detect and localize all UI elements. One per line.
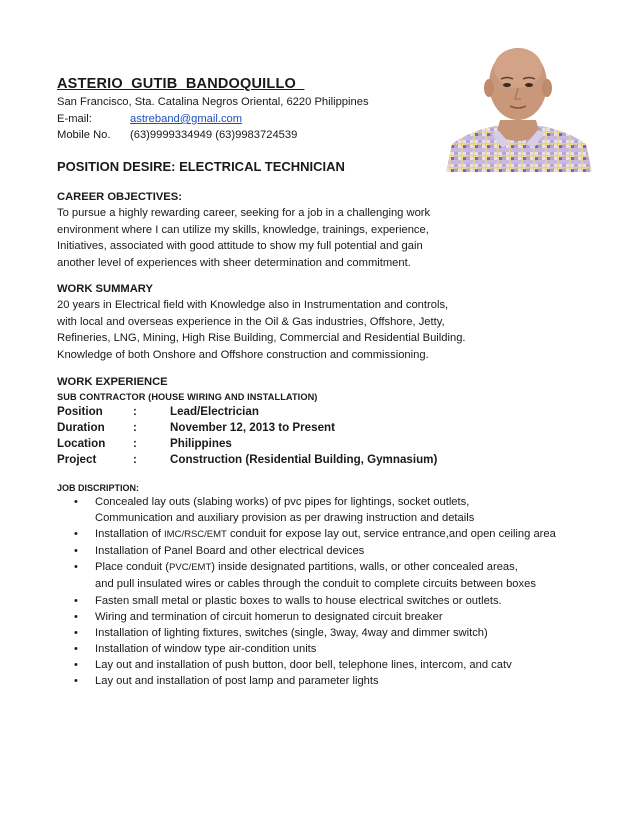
bullet-icon: • (74, 561, 78, 574)
address-line: San Francisco, Sta. Catalina Negros Oriental, 6220 Philippines (57, 96, 369, 108)
list-item (57, 625, 617, 641)
row-key: Project (57, 453, 97, 466)
row-key: Location (57, 437, 106, 450)
row-key: Duration (57, 421, 105, 434)
duty-text: Lay out and installation of post lamp and parameter lights (95, 675, 379, 688)
duration-row (57, 421, 335, 434)
row-separator: : (133, 453, 137, 466)
profile-photo (442, 40, 594, 172)
row-value: November 12, 2013 to Present (170, 421, 335, 434)
project-row (57, 453, 437, 466)
duty-text: Lay out and installation of push button, door bell, telephone lines, intercom, and catv (95, 658, 512, 671)
list-item (57, 609, 617, 625)
job-description-heading: JOB DISCRIPTION: (57, 483, 140, 493)
bullet-icon: • (74, 658, 78, 671)
conduit-types: PVC/EMT (169, 562, 212, 574)
duty-text: Fasten small metal or plastic boxes to walls to house electrical switches or outlets. (95, 594, 502, 607)
career-objectives-text (57, 205, 597, 271)
duty-text-continued: and pull insulated wires or cables through the conduit to complete circuits between boxes (95, 578, 536, 591)
work-summary-heading: WORK SUMMARY (57, 283, 153, 295)
applicant-name: ASTERIO GUTIB BANDOQUILLO (57, 76, 305, 92)
email-line (57, 113, 242, 125)
row-key: Position (57, 405, 103, 418)
list-item (57, 543, 617, 559)
position-desire: POSITION DESIRE: ELECTRICAL TECHNICIAN (57, 159, 345, 174)
list-item (57, 593, 617, 609)
bullet-icon: • (74, 642, 78, 655)
duty-text: Installation of (95, 528, 165, 541)
bullet-icon: • (74, 528, 78, 541)
duty-text: Concealed lay outs (slabing works) of pvc pipes for lightings, socket outlets, (95, 496, 470, 508)
career-line: environment where I can utilize my skills, knowledge, trainings, experience, (57, 223, 429, 236)
duty-text: Place conduit ( (95, 561, 170, 574)
bullet-icon: • (74, 545, 78, 558)
mobile-line (57, 129, 297, 141)
summary-line: Knowledge of both Onshore and Offshore construction and commissioning. (57, 348, 429, 361)
list-item (57, 657, 617, 673)
conduit-types: IMC/RSC/EMT (164, 529, 227, 541)
bullet-icon: • (74, 626, 78, 639)
duty-text-continued: Communication and auxiliary provision as per drawing instruction and details (95, 512, 475, 525)
list-item (57, 494, 617, 526)
duty-text: Wiring and termination of circuit homerun to designated circuit breaker (95, 610, 443, 623)
summary-line: 20 years in Electrical field with Knowledge also in Instrumentation and controls, (57, 299, 449, 311)
mobile-value: (63)9999334949 (63)9983724539 (130, 129, 298, 141)
bullet-icon: • (74, 496, 78, 508)
email-link[interactable]: astreband@gmail.com (130, 113, 243, 125)
career-line: To pursue a highly rewarding career, seeking for a job in a challenging work (57, 207, 431, 219)
career-objectives-heading: CAREER OBJECTIVES: (57, 191, 182, 203)
job-duties-list (57, 494, 617, 689)
career-line: another level of experiences with sheer determination and commitment. (57, 256, 411, 269)
employer-heading: SUB CONTRACTOR (HOUSE WIRING AND INSTALLATION) (57, 392, 318, 402)
bullet-icon: • (74, 675, 78, 688)
duty-text-end: ) inside designated partitions, walls, or other concealed areas, (211, 561, 518, 574)
duty-text-end: conduit for expose lay out, service entrance,and open ceiling area (226, 528, 556, 541)
work-experience-heading: WORK EXPERIENCE (57, 376, 168, 388)
career-line: Initiatives, associated with good attitude to show my full potential and gain (57, 240, 423, 252)
bullet-icon: • (74, 610, 78, 623)
email-label: E-mail: (57, 113, 92, 125)
summary-line: with local and overseas experience in the Oil & Gas industries, Offshore, Jetty, (57, 315, 445, 328)
list-item (57, 673, 617, 689)
summary-line: Refineries, LNG, Mining, High Rise Building, Commercial and Residential Building. (57, 332, 466, 344)
row-separator: : (133, 421, 137, 434)
list-item (57, 641, 617, 657)
list-item (57, 559, 617, 592)
profile-photo-image (442, 40, 594, 172)
duty-text: Installation of lighting fixtures, switches (single, 3way, 4way and dimmer switch) (95, 626, 488, 639)
position-row (57, 405, 259, 418)
bullet-icon: • (74, 594, 78, 607)
row-separator: : (133, 437, 137, 450)
row-value: Lead/Electrician (170, 405, 259, 418)
row-value: Construction (Residential Building, Gymnasium) (170, 453, 438, 466)
mobile-label: Mobile No. (57, 129, 111, 141)
row-separator: : (133, 405, 137, 418)
duty-text: Installation of window type air-condition units (95, 642, 317, 655)
work-summary-text (57, 297, 597, 363)
list-item (57, 526, 617, 543)
row-value: Philippines (170, 437, 232, 450)
location-row (57, 437, 232, 450)
duty-text: Installation of Panel Board and other electrical devices (95, 545, 365, 558)
